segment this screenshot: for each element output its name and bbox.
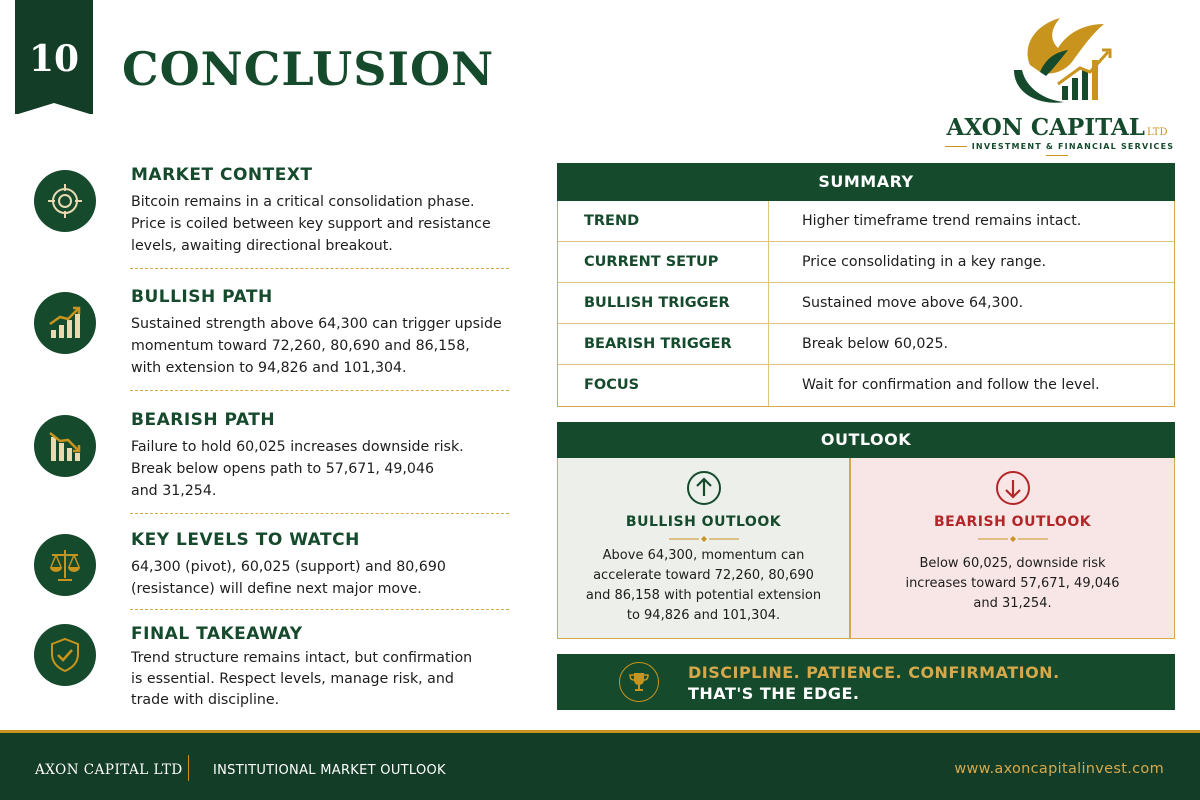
target-icon: [34, 170, 96, 232]
summary-key: TREND: [558, 201, 769, 241]
summary-value: Price consolidating in a key range.: [802, 254, 1047, 270]
page-title: CONCLUSION: [122, 42, 495, 96]
item-text-line: is essential. Respect levels, manage risk, and: [131, 671, 454, 687]
summary-key: BULLISH TRIGGER: [558, 283, 769, 323]
bullish-outlook-text: [558, 546, 849, 626]
item-text: [131, 313, 511, 379]
footer-section: INSTITUTIONAL MARKET OUTLOOK: [213, 763, 446, 778]
item-text-line: Sustained strength above 64,300 can trigger upside: [131, 316, 502, 332]
item-text: [131, 191, 511, 257]
banner-line-1: DISCIPLINE. PATIENCE. CONFIRMATION.: [688, 663, 1060, 682]
footer-company: AXON CAPITAL LTD: [35, 762, 183, 778]
arrow-up-circle-icon: [686, 470, 722, 506]
item-text-line: Failure to hold 60,025 increases downside risk.: [131, 439, 464, 455]
bullish-path-item: [34, 287, 509, 377]
summary-row: [558, 242, 1174, 283]
slide-number: 10: [28, 38, 80, 80]
bearish-outlook-panel: [850, 458, 1175, 639]
item-title: KEY LEVELS TO WATCH: [131, 530, 360, 550]
scales-icon: [34, 534, 96, 596]
item-title: BEARISH PATH: [131, 410, 276, 430]
logo-suffix: LTD: [1146, 127, 1168, 138]
outlook-line: Below 60,025, downside risk: [919, 556, 1106, 571]
summary-header: SUMMARY: [557, 163, 1175, 201]
outlook-line: and 31,254.: [973, 596, 1052, 611]
bullish-outlook-title: BULLISH OUTLOOK: [625, 514, 782, 530]
divider: [130, 513, 509, 514]
item-text-line: (resistance) will define next major move.: [131, 581, 422, 597]
summary-row: [558, 201, 1174, 242]
summary-value: Higher timeframe trend remains intact.: [802, 213, 1082, 229]
ornament-divider: [978, 536, 1048, 542]
summary-key: BEARISH TRIGGER: [558, 324, 769, 364]
banner-line-2: THAT'S THE EDGE.: [688, 684, 860, 703]
summary-value: Break below 60,025.: [802, 336, 949, 352]
summary-row: [558, 283, 1174, 324]
arrow-down-circle-icon: [995, 470, 1031, 506]
footer-website-link[interactable]: www.axoncapitalinvest.com: [954, 761, 1164, 777]
divider: [130, 390, 509, 391]
outlook-line: to 94,826 and 101,304.: [626, 608, 781, 623]
outlook-line: increases toward 57,671, 49,046: [905, 576, 1120, 591]
outlook-header: OUTLOOK: [557, 422, 1175, 458]
item-text-line: 64,300 (pivot), 60,025 (support) and 80,690: [131, 559, 446, 575]
item-title: BULLISH PATH: [131, 287, 273, 307]
outlook-line: and 86,158 with potential extension: [585, 588, 822, 603]
item-text-line: momentum toward 72,260, 80,690 and 86,158,: [131, 338, 470, 354]
summary-row: [558, 365, 1174, 406]
item-text-line: Price is coiled between key support and resistance: [131, 216, 491, 232]
item-text: [131, 648, 511, 711]
summary-value: Wait for confirmation and follow the level.: [802, 377, 1100, 393]
divider: [130, 268, 509, 269]
bearish-outlook-text: [851, 554, 1174, 614]
final-takeaway-item: [34, 624, 509, 708]
summary-table: [557, 201, 1175, 407]
item-text-line: trade with discipline.: [131, 692, 280, 708]
logo-name: AXON CAPITAL: [946, 114, 1145, 141]
item-text-line: Trend structure remains intact, but confirmation: [131, 650, 473, 666]
chart-down-icon: [34, 415, 96, 477]
trophy-icon: [619, 662, 659, 702]
footer-separator: [188, 755, 189, 781]
item-text-line: levels, awaiting directional breakout.: [131, 238, 393, 254]
outlook-line: Above 64,300, momentum can: [602, 548, 805, 563]
item-title: MARKET CONTEXT: [131, 165, 313, 185]
slide-number-badge: [15, 0, 93, 114]
summary-key: CURRENT SETUP: [558, 242, 769, 282]
ornament-divider: [669, 536, 739, 542]
bearish-outlook-title: BEARISH OUTLOOK: [933, 514, 1092, 530]
summary-key: FOCUS: [558, 365, 769, 406]
logo-wordmark: [938, 114, 1176, 141]
market-context-item: [34, 165, 509, 255]
logo-tagline: INVESTMENT & FINANCIAL SERVICES: [938, 142, 1176, 160]
item-title: FINAL TAKEAWAY: [131, 624, 303, 644]
outlook-line: accelerate toward 72,260, 80,690: [593, 568, 814, 583]
item-text-line: Break below opens path to 57,671, 49,046: [131, 461, 435, 477]
divider: [130, 609, 509, 610]
summary-value: Sustained move above 64,300.: [802, 295, 1024, 311]
item-text-line: Bitcoin remains in a critical consolidation phase.: [131, 194, 475, 210]
item-text: [131, 436, 511, 502]
footer: [0, 730, 1200, 800]
bullish-outlook-panel: [557, 458, 850, 639]
bearish-path-item: [34, 410, 509, 500]
item-text-line: with extension to 94,826 and 101,304.: [131, 360, 407, 376]
summary-row: [558, 324, 1174, 365]
eagle-logo-icon: [1000, 10, 1120, 110]
company-logo: [938, 10, 1176, 150]
shield-check-icon: [34, 624, 96, 686]
edge-banner: [557, 654, 1175, 710]
item-text: [131, 556, 511, 600]
chart-up-icon: [34, 292, 96, 354]
item-text-line: and 31,254.: [131, 483, 217, 499]
key-levels-item: [34, 530, 509, 600]
